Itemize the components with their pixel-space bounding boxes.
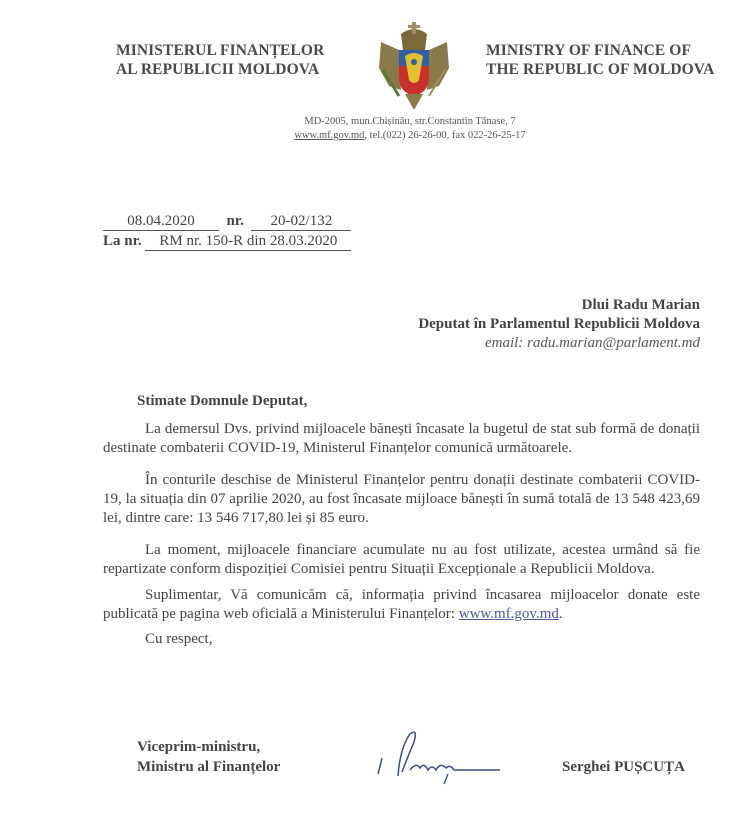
closing (103, 630, 700, 649)
la-nr-label: La nr. (103, 233, 142, 249)
outgoing-reference (103, 213, 351, 231)
ministry-name-en-line1: MINISTRY OF FINANCE OF (486, 42, 692, 59)
paragraph-text: La moment, mijloacele financiare acumulate nu au fost utilizate, acestea urmând să fie repartizate conform dispoziției Comisiei pentru Situații Excepționale a Republicii Moldova. (103, 542, 700, 577)
contacts-line (240, 129, 580, 143)
addressee-email: email: radu.marian@parlament.md (484, 335, 700, 351)
handwritten-signature-icon (370, 728, 510, 788)
position-line1: Viceprim-ministru, (137, 739, 261, 755)
signatory-position (137, 737, 280, 777)
salutation: Stimate Domnule Deputat, (137, 393, 308, 409)
paragraph-text: La demersul Dvs. privind mijloacele bănești încasate la bugetul de stat sub formă de donații destinate combaterii COVID-19, Ministerul Finanțelor comunică următoarele. (103, 421, 700, 456)
letter-number: 20-02/132 (251, 213, 351, 231)
ministry-name-ro-line1: MINISTERUL FINANȚELOR (116, 42, 325, 59)
paragraph-3 (103, 541, 700, 579)
ministry-name-english (486, 41, 714, 79)
incoming-reference-value: RM nr. 150-R din 28.03.2020 (145, 233, 351, 251)
position-line2: Ministru al Finanțelor (137, 759, 281, 775)
letter-date: 08.04.2020 (103, 213, 219, 231)
ministry-name-en-line2: THE REPUBLIC OF MOLDOVA (486, 61, 715, 78)
ministry-address (240, 115, 580, 143)
ministry-name-ro-line2: AL REPUBLICII MOLDOVA (116, 61, 320, 78)
paragraph-text: Suplimentar, Vă comunicăm că, informația privind încasarea mijloacelor donate este publicată pe pagina web oficială a Ministerului Finanțelor: (103, 587, 700, 622)
signatory-name: Serghei PUȘCUȚA (562, 759, 685, 775)
paragraph-1 (103, 420, 700, 458)
paragraph-4 (103, 586, 700, 624)
website-link[interactable]: www.mf.gov.md (294, 130, 365, 141)
ministry-name-romanian (116, 41, 324, 79)
coat-of-arms-icon (361, 20, 467, 114)
paragraph-suffix: . (558, 606, 563, 622)
addressee-block (418, 296, 700, 353)
nr-label: nr. (226, 213, 244, 229)
closing-text: Cu respect, (145, 631, 213, 647)
ministry-website-link[interactable]: www.mf.gov.md (458, 606, 559, 622)
paragraph-2 (103, 471, 700, 528)
incoming-reference (103, 233, 351, 251)
address-line: MD-2005, mun.Chișinău, str.Constantin Tănase, 7 (304, 116, 516, 127)
addressee-name: Dlui Radu Marian (581, 297, 700, 313)
addressee-title: Deputat în Parlamentul Republicii Moldova (418, 316, 700, 332)
contacts-text: , tel.(022) 26-26-00, fax 022-26-25-17 (364, 130, 526, 141)
paragraph-text: În conturile deschise de Ministerul Finanțelor pentru donații destinate combaterii COVID-19, la situația din 07 aprilie 2020, au fost încasate mijloace bănești în sumă totală de 13 548 423,69 lei, dintre care: 13 546 717,80 lei și 85 euro. (103, 472, 700, 526)
